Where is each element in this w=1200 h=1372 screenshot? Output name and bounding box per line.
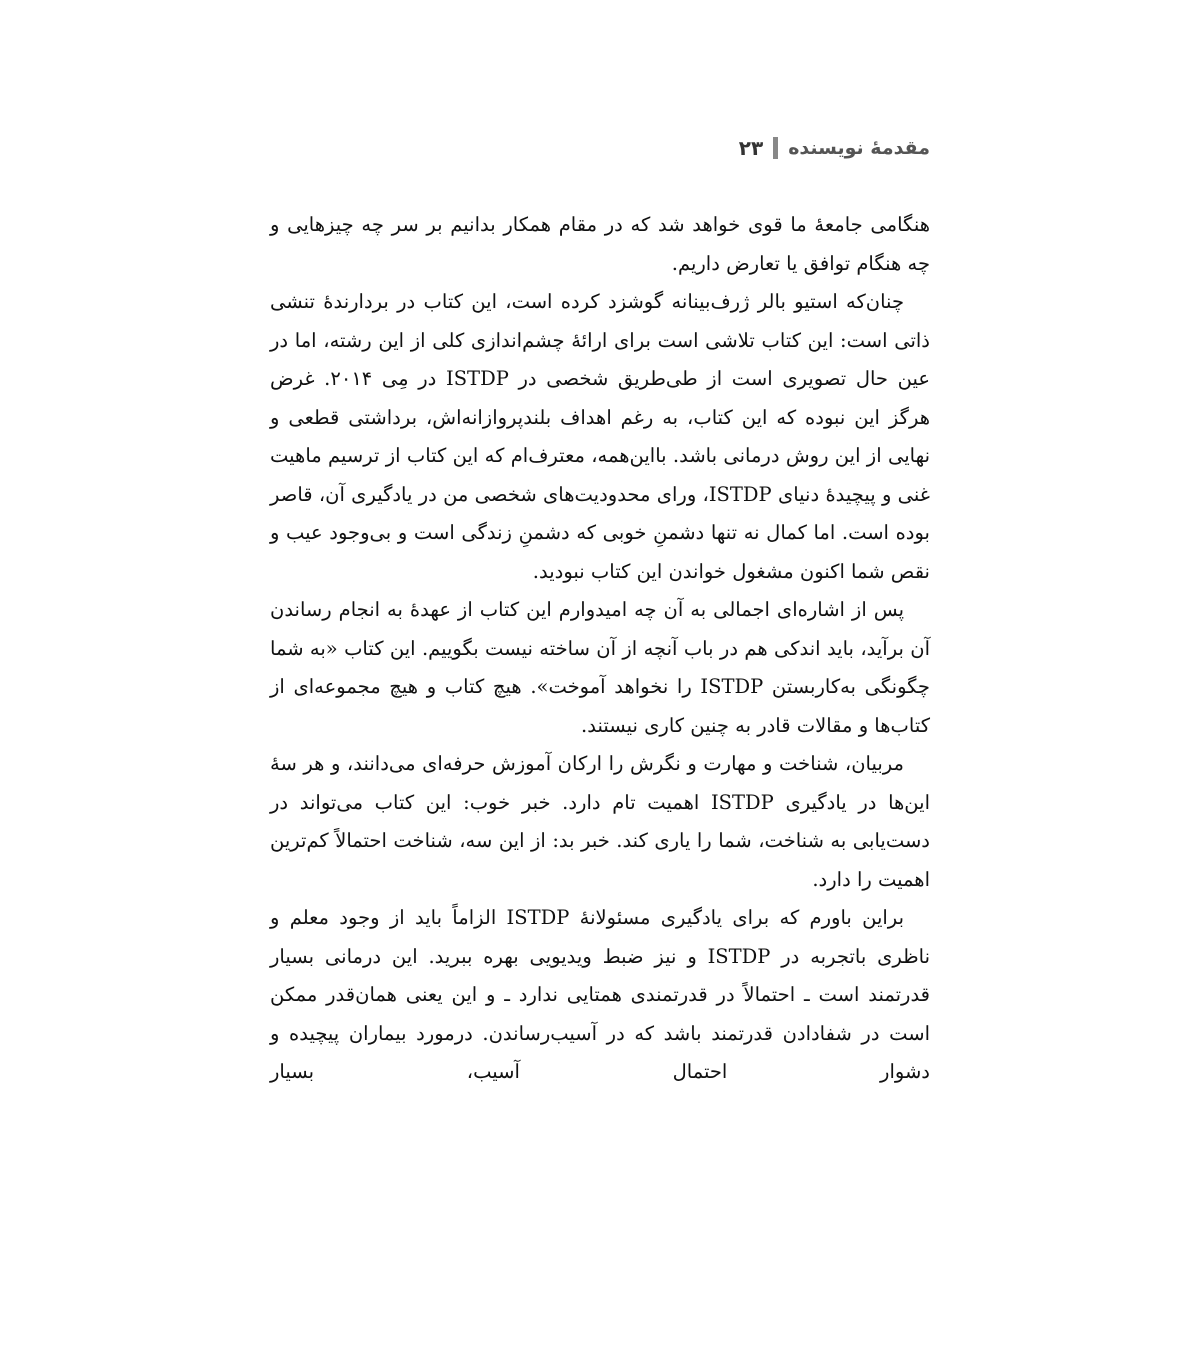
page-number: ۲۳ [738, 136, 764, 160]
header-divider-bar [773, 137, 778, 159]
running-head [739, 136, 930, 160]
paragraph-1: هنگامی جامعهٔ ما قوی خواهد شد که در مقام همکار بدانیم بر سر چه چیزهایی و چه هنگام توافق یا تعارض داریم. [270, 213, 930, 275]
chapter-title: مقدمهٔ نویسنده [788, 137, 930, 159]
paragraph-2: چنان‌که استیو بالر ژرف‌بینانه گوشزد کرده است، این کتاب در بردارندهٔ تنشی ذاتی است: این کتاب تلاشی است برای ارائهٔ چشم‌اندازی کلی از این رشته، اما در عین حال تصویری است از طی‌طریق شخصی در ISTDP در مِی ۲۰۱۴. غرض هرگز این نبوده که این کتاب، به رغم اهداف بلندپروازانه‌اش، برداشتی قطعی و نهایی از این روش درمانی باشد. بااین‌همه، معترف‌ام که این کتاب از ترسیم ماهیت غنی و پیچیدهٔ دنیای ISTDP، ورای محدودیت‌های شخصی من در یادگیری آن، قاصر بوده است. اما کمال نه تنها دشمنِ خوبی که دشمنِ زندگی است و بی‌وجود عیب و نقص شما اکنون مشغول خواندن این کتاب نبودید. [270, 290, 930, 583]
paragraph-5: براین باورم که برای یادگیری مسئولانهٔ ISTDP الزاماً باید از وجود معلم و ناظری باتجربه در ISTDP و نیز ضبط ویدیویی بهره ببرید. این درمانی بسیار قدرتمند است ـ احتمالاً در قدرتمندی همتایی ندارد ـ و این یعنی همان‌قدر ممکن است در شفادادن قدرتمند باشد که در آسیب‌رساندن. درمورد بیماران پیچیده و دشوار احتمال آسیب، بسیار [270, 906, 931, 1083]
paragraph-4: مربیان، شناخت و مهارت و نگرش را ارکان آموزش حرفه‌ای می‌دانند، و هر سهٔ این‌ها در یادگیری ISTDP اهمیت تام دارد. خبر خوب: این کتاب می‌تواند در دست‌یابی به شناخت، شما را یاری کند. خبر بد: از این سه، شناخت احتمالاً کم‌ترین اهمیت را دارد. [270, 752, 930, 891]
body-text [270, 206, 930, 1092]
paragraph-3: پس از اشاره‌ای اجمالی به آن چه امیدوارم این کتاب از عهدهٔ به انجام رساندن آن برآید، باید اندکی هم در باب آنچه از آن ساخته نیست بگوییم. این کتاب «به شما چگونگی به‌کاربستن ISTDP را نخواهد آموخت». هیچ کتاب و هیچ مجموعه‌ای از کتاب‌ها و مقالات قادر به چنین کاری نیستند. [270, 598, 930, 737]
